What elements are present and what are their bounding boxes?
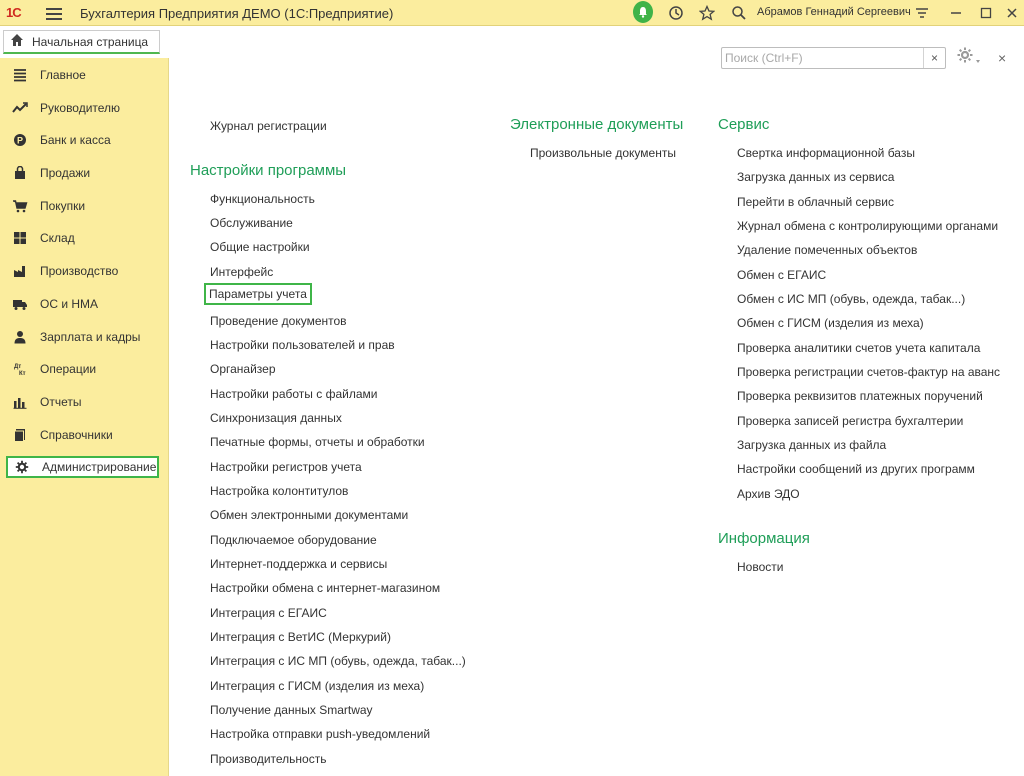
trend-icon: [12, 100, 28, 116]
link-interface[interactable]: Интерфейс: [210, 265, 274, 279]
link-advance-invoice-check[interactable]: Проверка регистрации счетов-фактур на аванс: [737, 365, 1001, 379]
search-input[interactable]: [725, 50, 920, 66]
link-equipment[interactable]: Подключаемое оборудование: [210, 533, 377, 547]
star-icon[interactable]: [697, 3, 717, 23]
sidebar-item-administration[interactable]: [6, 456, 159, 478]
bag-icon: [12, 165, 28, 181]
settings-icon[interactable]: [912, 3, 932, 23]
link-cloud-service[interactable]: Перейти в облачный сервис: [737, 195, 894, 209]
gear-icon[interactable]: [956, 46, 982, 71]
link-registers-settings[interactable]: Настройки регистров учета: [210, 460, 362, 474]
svg-text:Дт: Дт: [14, 364, 22, 370]
section-header-electronic-documents: Электронные документы: [510, 116, 684, 133]
link-event-log[interactable]: Журнал регистрации: [210, 119, 327, 133]
app-logo: 1С: [6, 5, 21, 20]
link-gism-exchange[interactable]: Обмен с ГИСМ (изделия из меха): [737, 316, 924, 330]
coin-icon: [12, 132, 28, 148]
sidebar-item-salary[interactable]: [6, 326, 161, 348]
debit-credit-icon: [12, 361, 28, 377]
link-ismp-exchange[interactable]: Обмен с ИС МП (обувь, одежда, табак...): [737, 292, 966, 306]
link-vetis-integration[interactable]: Интеграция с ВетИС (Меркурий): [210, 630, 391, 644]
sidebar-item-label: Банк и касса: [40, 133, 111, 147]
link-capital-analytics-check[interactable]: Проверка аналитики счетов учета капитала: [737, 341, 981, 355]
sidebar-item-bank[interactable]: [6, 129, 161, 151]
sidebar-item-label: Производство: [40, 264, 119, 278]
link-load-from-file[interactable]: Загрузка данных из файла: [737, 438, 887, 452]
link-users-rights[interactable]: Настройки пользователей и прав: [210, 338, 395, 352]
link-regulator-exchange-log[interactable]: Журнал обмена с контролирующими органами: [737, 219, 999, 233]
sidebar-item-label: Склад: [40, 231, 75, 245]
link-ledger-entries-check[interactable]: Проверка записей регистра бухгалтерии: [737, 414, 964, 428]
link-load-from-service[interactable]: Загрузка данных из сервиса: [737, 170, 895, 184]
sidebar-item-warehouse[interactable]: [6, 227, 161, 249]
history-icon[interactable]: [666, 3, 686, 23]
home-icon: [10, 33, 24, 50]
sidebar-item-label: Главное: [40, 68, 86, 82]
section-header-service: Сервис: [718, 116, 770, 133]
main-menu-icon[interactable]: [46, 5, 62, 21]
section-header-information: Информация: [718, 530, 810, 547]
cart-icon: [12, 198, 28, 214]
link-accounting-parameters[interactable]: Параметры учета: [206, 285, 310, 303]
svg-text:Р: Р: [16, 135, 24, 146]
sidebar-item-catalogs[interactable]: [6, 424, 161, 446]
link-egais-exchange[interactable]: Обмен с ЕГАИС: [737, 268, 827, 282]
sidebar-item-sales[interactable]: [6, 162, 161, 184]
link-message-settings[interactable]: Настройки сообщений из других программ: [737, 462, 975, 476]
link-edo-archive[interactable]: Архив ЭДО: [737, 487, 800, 501]
window-title: Бухгалтерия Предприятия ДЕМО (1С:Предприятие): [80, 6, 394, 21]
sidebar-item-main[interactable]: [6, 64, 161, 86]
bar-chart-icon: [12, 394, 28, 410]
link-performance[interactable]: Производительность: [210, 752, 327, 766]
sidebar-item-purchases[interactable]: [6, 195, 161, 217]
sidebar-item-label: Продажи: [40, 166, 91, 180]
search-icon[interactable]: [729, 3, 749, 23]
sidebar-item-production[interactable]: [6, 260, 161, 282]
gear-icon: [14, 459, 30, 475]
section-header-program-settings: Настройки программы: [190, 162, 347, 179]
tab-home-page[interactable]: [3, 30, 160, 54]
sidebar-item-label: Администрирование: [42, 460, 157, 474]
bell-icon[interactable]: [633, 2, 653, 22]
link-document-posting[interactable]: Проведение документов: [210, 314, 347, 328]
link-gism-integration[interactable]: Интеграция с ГИСМ (изделия из меха): [210, 679, 425, 693]
home-tab-label: Начальная страница: [32, 34, 149, 49]
search-box[interactable]: [721, 47, 946, 69]
link-payment-details-check[interactable]: Проверка реквизитов платежных поручений: [737, 389, 983, 403]
svg-text:Кт: Кт: [19, 371, 26, 376]
link-eshop-exchange[interactable]: Настройки обмена с интернет-магазином: [210, 581, 441, 595]
sidebar-item-label: Руководителю: [40, 101, 121, 115]
link-db-collapse[interactable]: Свертка информационной базы: [737, 146, 915, 160]
clear-search-button[interactable]: ×: [923, 48, 945, 68]
sidebar-item-label: Справочники: [40, 428, 113, 442]
link-maintenance[interactable]: Обслуживание: [210, 216, 293, 230]
link-edo-exchange[interactable]: Обмен электронными документами: [210, 508, 409, 522]
link-arbitrary-documents[interactable]: Произвольные документы: [530, 146, 676, 160]
sidebar: [0, 58, 169, 776]
list-icon: [12, 67, 28, 83]
person-icon: [12, 329, 28, 345]
book-icon: [12, 427, 28, 443]
sidebar-item-operations[interactable]: [6, 358, 161, 380]
sidebar-item-assets[interactable]: [6, 293, 161, 315]
user-name[interactable]: Абрамов Геннадий Сергеевич: [757, 6, 911, 18]
link-delete-marked[interactable]: Удаление помеченных объектов: [737, 243, 918, 257]
close-panel-icon[interactable]: ×: [998, 50, 1007, 66]
title-bar: [0, 0, 1024, 26]
link-print-forms[interactable]: Печатные формы, отчеты и обработки: [210, 435, 425, 449]
boxes-icon: [12, 230, 28, 246]
link-push-notifications[interactable]: Настройка отправки push-уведомлений: [210, 727, 431, 741]
maximize-icon[interactable]: [976, 3, 996, 23]
link-egais-integration[interactable]: Интеграция с ЕГАИС: [210, 606, 327, 620]
sidebar-item-manager[interactable]: [6, 97, 161, 119]
link-data-sync[interactable]: Синхронизация данных: [210, 411, 342, 425]
sidebar-item-label: Операции: [40, 362, 97, 376]
factory-icon: [12, 263, 28, 279]
minimize-icon[interactable]: [946, 3, 966, 23]
link-ismp-integration[interactable]: Интеграция с ИС МП (обувь, одежда, табак...): [210, 654, 466, 668]
link-headers-footers[interactable]: Настройка колонтитулов: [210, 484, 349, 498]
link-general-settings[interactable]: Общие настройки: [210, 240, 310, 254]
sidebar-item-label: Покупки: [40, 199, 86, 213]
sidebar-item-label: Отчеты: [40, 395, 82, 409]
truck-icon: [12, 296, 28, 312]
close-icon[interactable]: [1002, 3, 1022, 23]
link-file-settings[interactable]: Настройки работы с файлами: [210, 387, 378, 401]
link-smartway[interactable]: Получение данных Smartway: [210, 703, 373, 717]
sidebar-item-reports[interactable]: [6, 391, 161, 413]
link-news[interactable]: Новости: [737, 560, 784, 574]
sidebar-item-label: Зарплата и кадры: [40, 330, 141, 344]
sidebar-item-label: ОС и НМА: [40, 297, 99, 311]
link-internet-support[interactable]: Интернет-поддержка и сервисы: [210, 557, 388, 571]
link-functionality[interactable]: Функциональность: [210, 192, 315, 206]
link-organizer[interactable]: Органайзер: [210, 362, 276, 376]
